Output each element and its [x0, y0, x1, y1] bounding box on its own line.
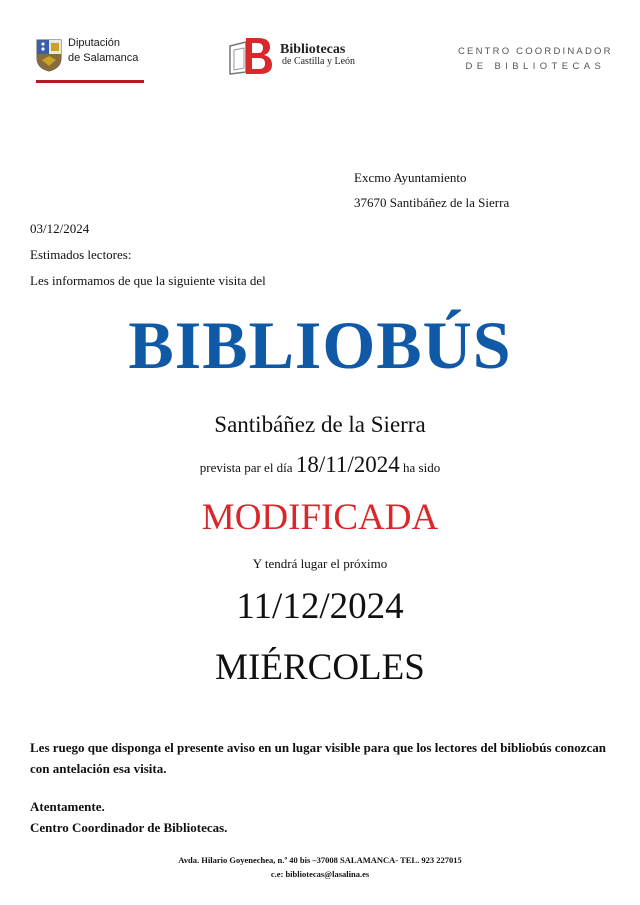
diputacion-bar	[36, 80, 144, 83]
diputacion-logo	[36, 36, 138, 80]
letterhead	[0, 30, 640, 90]
centro-line2: DE BIBLIOTECAS	[465, 61, 606, 72]
request-paragraph: Les ruego que disponga el presente aviso en un lugar visible para que los lectores del bibliobús conozcan con antelación esa visita.	[30, 740, 607, 776]
recipient-line2: 37670 Santibáñez de la Sierra	[354, 195, 510, 210]
bibliotecas-logo	[228, 36, 355, 76]
town-name: Santibáñez de la Sierra	[214, 412, 426, 437]
letter-date: 03/12/2024	[30, 221, 90, 236]
planned-suffix: ha sido	[403, 460, 441, 475]
planned-date: 18/11/2024	[295, 452, 400, 477]
regards: Atentamente.	[30, 799, 105, 814]
intro-text: Les informamos de que la siguiente visita del	[30, 273, 266, 288]
diputacion-line2: de Salamanca	[68, 52, 139, 64]
recipient-line1: Excmo Ayuntamiento	[354, 170, 467, 185]
footer-email: c.e: bibliotecas@lasalina.es	[270, 869, 370, 879]
bibliobus-title: BIBLIOBÚS	[128, 307, 512, 383]
next-visit-text: Y tendrá lugar el próximo	[252, 556, 388, 571]
coat-of-arms-icon	[36, 38, 62, 72]
planned-visit-line	[0, 452, 640, 478]
diputacion-line1: Diputación	[68, 37, 120, 49]
new-date: 11/12/2024	[236, 586, 404, 627]
bibliotecas-line1: Bibliotecas	[280, 42, 346, 57]
greeting: Estimados lectores:	[30, 247, 132, 262]
centro-line1: CENTRO COORDINADOR	[458, 46, 613, 57]
bibliotecas-line2: de Castilla y León	[282, 56, 356, 67]
weekday: MIÉRCOLES	[215, 647, 425, 688]
signature: Centro Coordinador de Bibliotecas.	[30, 820, 228, 835]
status-modified: MODIFICADA	[201, 497, 439, 538]
footer-address: Avda. Hilario Goyenechea, n.º 40 bis –37008 SALAMANCA- TEL. 923 227015	[178, 855, 462, 865]
centro-coordinador-logo	[458, 46, 613, 72]
planned-prefix: prevista par el día	[199, 460, 293, 475]
book-b-icon	[228, 36, 276, 76]
